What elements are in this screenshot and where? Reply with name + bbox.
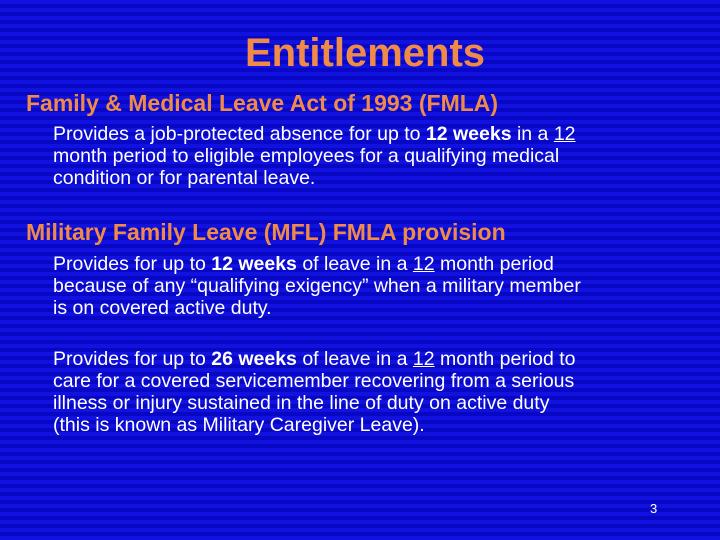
- month-count-underlined: 12: [412, 348, 435, 370]
- text-run: month period to: [434, 348, 576, 370]
- text-run: Provides for up to: [53, 348, 212, 370]
- text-line: (this is known as Military Caregiver Leave).: [53, 414, 425, 436]
- paragraph-qualifying-exigency: [53, 253, 713, 319]
- text-run: Provides a job-protected absence for up to: [53, 123, 426, 145]
- text-line: because of any “qualifying exigency” when a military member: [53, 275, 581, 297]
- month-count-underlined: 12: [412, 253, 435, 275]
- month-count-underlined: 12: [553, 123, 576, 145]
- text-line: [53, 123, 713, 145]
- section-heading-fmla: Family & Medical Leave Act of 1993 (FMLA): [26, 90, 499, 116]
- text-run: of leave in a: [296, 253, 413, 275]
- text-line: illness or injury sustained in the line of duty on active duty: [53, 392, 550, 414]
- paragraph-fmla: [53, 123, 713, 189]
- text-run: Provides for up to: [53, 253, 212, 275]
- text-line: [53, 253, 713, 275]
- text-line: care for a covered servicemember recovering from a serious: [53, 370, 575, 392]
- text-line: month period to eligible employees for a qualifying medical: [53, 145, 560, 167]
- text-line: [53, 348, 713, 370]
- weeks-emphasis: 12 weeks: [211, 253, 297, 275]
- section-heading-mfl: Military Family Leave (MFL) FMLA provision: [26, 219, 506, 245]
- text-run: month period: [434, 253, 554, 275]
- page-number: 3: [650, 501, 658, 516]
- weeks-emphasis: 12 weeks: [425, 123, 512, 145]
- text-run: of leave in a: [296, 348, 413, 370]
- text-run: in a: [511, 123, 554, 145]
- text-line: condition or for parental leave.: [53, 167, 316, 189]
- paragraph-caregiver-leave: [53, 348, 713, 436]
- slide-title: Entitlements: [244, 31, 486, 75]
- weeks-emphasis: 26 weeks: [211, 348, 297, 370]
- text-line: is on covered active duty.: [53, 297, 272, 319]
